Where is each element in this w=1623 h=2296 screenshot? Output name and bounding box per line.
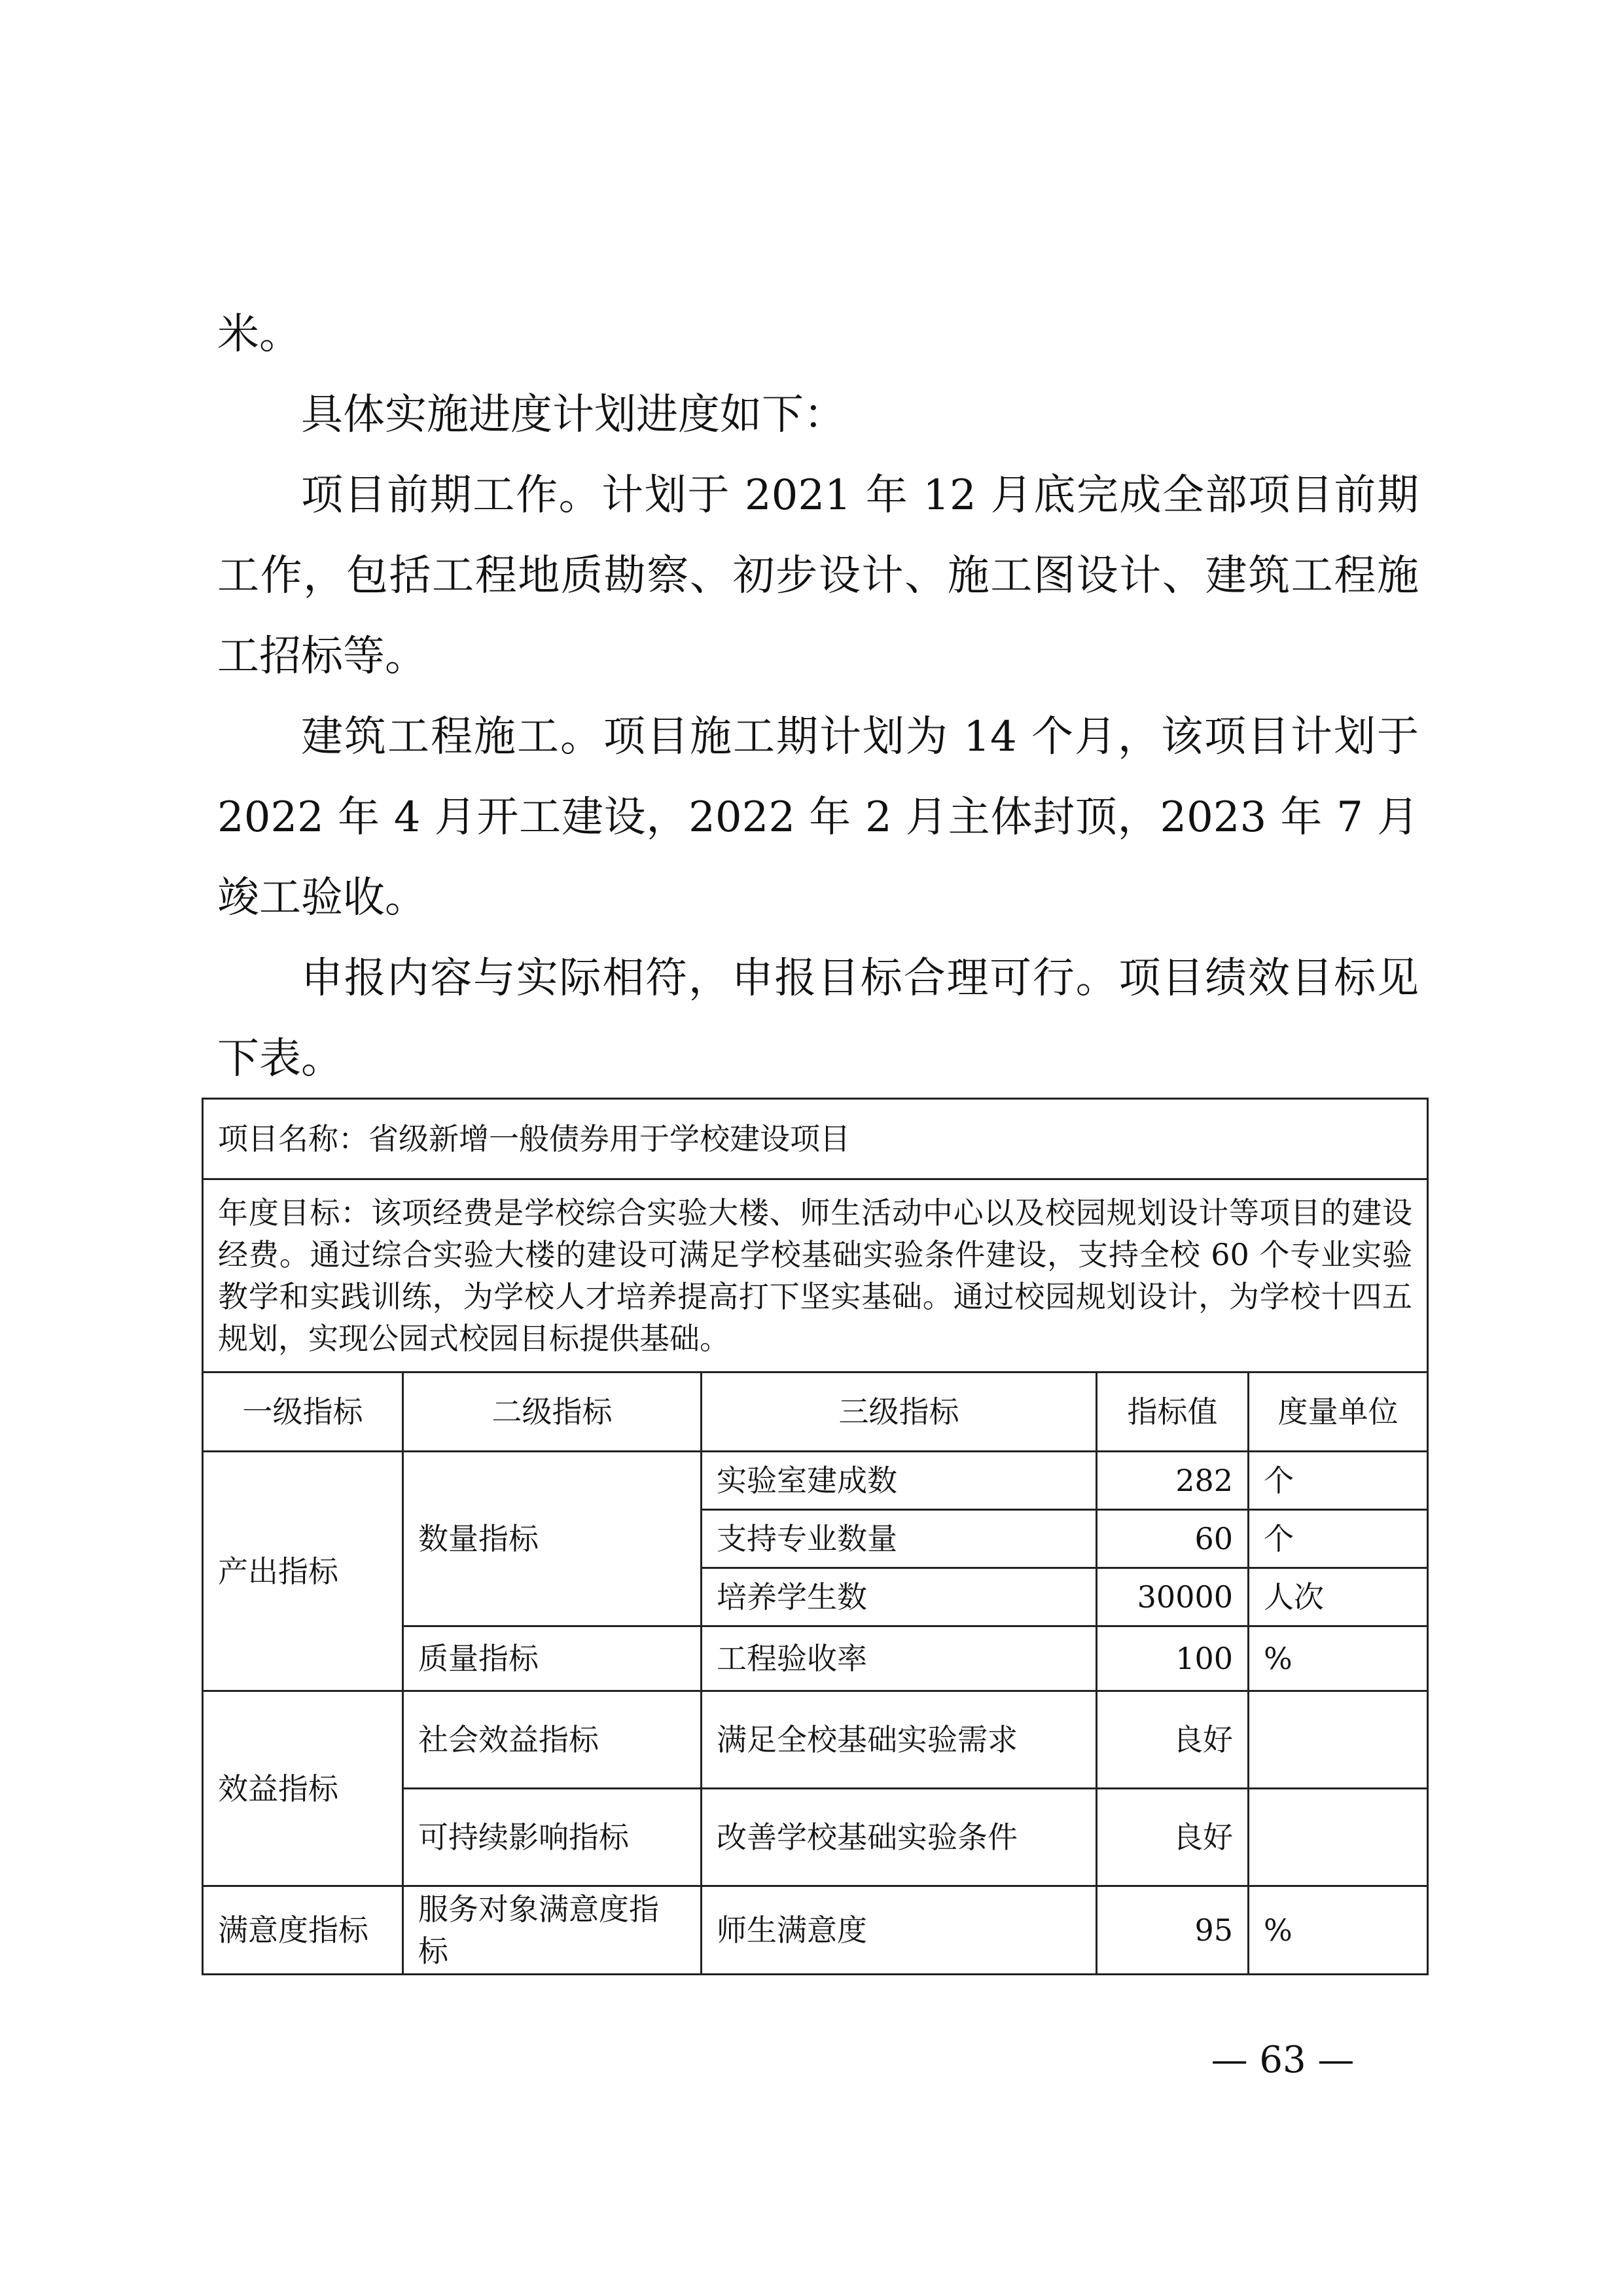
value-cell: 良好 (1097, 1789, 1249, 1886)
value-cell: 100 (1097, 1626, 1249, 1691)
level3-cell: 师生满意度 (702, 1886, 1097, 1975)
table-row (203, 1886, 1428, 1975)
unit-cell: 个 (1249, 1510, 1428, 1568)
header-level1: 一级指标 (203, 1372, 403, 1452)
level2-sustainable: 可持续影响指标 (403, 1789, 702, 1886)
annual-goal-cell: 年度目标：该项经费是学校综合实验大楼、师生活动中心以及校园规划设计等项目的建设经费。通过综合实验大楼的建设可满足学校基础实验条件建设，支持全校 60 个专业实验教学和实践训练，为学校人才培养提高打下坚实基础。通过校园规划设计，为学校十四五规划，实现公园式校园目标提供基础。 (203, 1179, 1428, 1372)
value-cell: 良好 (1097, 1691, 1249, 1789)
level1-satisfaction: 满意度指标 (203, 1886, 403, 1975)
value-cell: 95 (1097, 1886, 1249, 1975)
header-value: 指标值 (1097, 1372, 1249, 1452)
level3-cell: 培养学生数 (702, 1568, 1097, 1626)
paragraph-performance-note: 申报内容与实际相符，申报目标合理可行。项目绩效目标见下表。 (217, 954, 1419, 1083)
level3-cell: 实验室建成数 (702, 1452, 1097, 1510)
value-cell: 60 (1097, 1510, 1249, 1568)
table-row (203, 1179, 1428, 1372)
unit-cell: % (1249, 1886, 1428, 1975)
header-level2: 二级指标 (403, 1372, 702, 1452)
performance-target-table (202, 1098, 1429, 1975)
paragraph-construction: 建筑工程施工。项目施工期计划为 14 个月，该项目计划于 2022 年 4 月开工建设，2022 年 2 月主体封顶，2023 年 7 月竣工验收。 (217, 713, 1419, 922)
table-row (203, 1691, 1428, 1789)
level1-output: 产出指标 (203, 1452, 403, 1691)
unit-cell: 人次 (1249, 1568, 1428, 1626)
unit-cell (1249, 1691, 1428, 1789)
value-cell: 30000 (1097, 1568, 1249, 1626)
level3-cell: 支持专业数量 (702, 1510, 1097, 1568)
paragraph-schedule-intro: 具体实施进度计划进度如下： (301, 391, 846, 439)
level3-cell: 工程验收率 (702, 1626, 1097, 1691)
level3-cell: 改善学校基础实验条件 (702, 1789, 1097, 1886)
table-row (203, 1099, 1428, 1179)
level2-social: 社会效益指标 (403, 1691, 702, 1789)
page-number: — 63 — (1211, 2039, 1355, 2081)
level1-benefit: 效益指标 (203, 1691, 403, 1886)
level2-service-satisfaction: 服务对象满意度指标 (403, 1886, 702, 1975)
level3-cell: 满足全校基础实验需求 (702, 1691, 1097, 1789)
level2-quantity: 数量指标 (403, 1452, 702, 1626)
header-unit: 度量单位 (1249, 1372, 1428, 1452)
unit-cell: % (1249, 1626, 1428, 1691)
table-row (203, 1452, 1428, 1510)
paragraph-preliminary-work: 项目前期工作。计划于 2021 年 12 月底完成全部项目前期工作，包括工程地质勘察、初步设计、施工图设计、建筑工程施工招标等。 (217, 471, 1419, 681)
value-cell: 282 (1097, 1452, 1249, 1510)
unit-cell: 个 (1249, 1452, 1428, 1510)
paragraph-continuation: 米。 (217, 310, 301, 359)
header-level3: 三级指标 (702, 1372, 1097, 1452)
project-name-cell: 项目名称：省级新增一般债券用于学校建设项目 (203, 1099, 1428, 1179)
level2-quality: 质量指标 (403, 1626, 702, 1691)
table-header-row (203, 1372, 1428, 1452)
unit-cell (1249, 1789, 1428, 1886)
